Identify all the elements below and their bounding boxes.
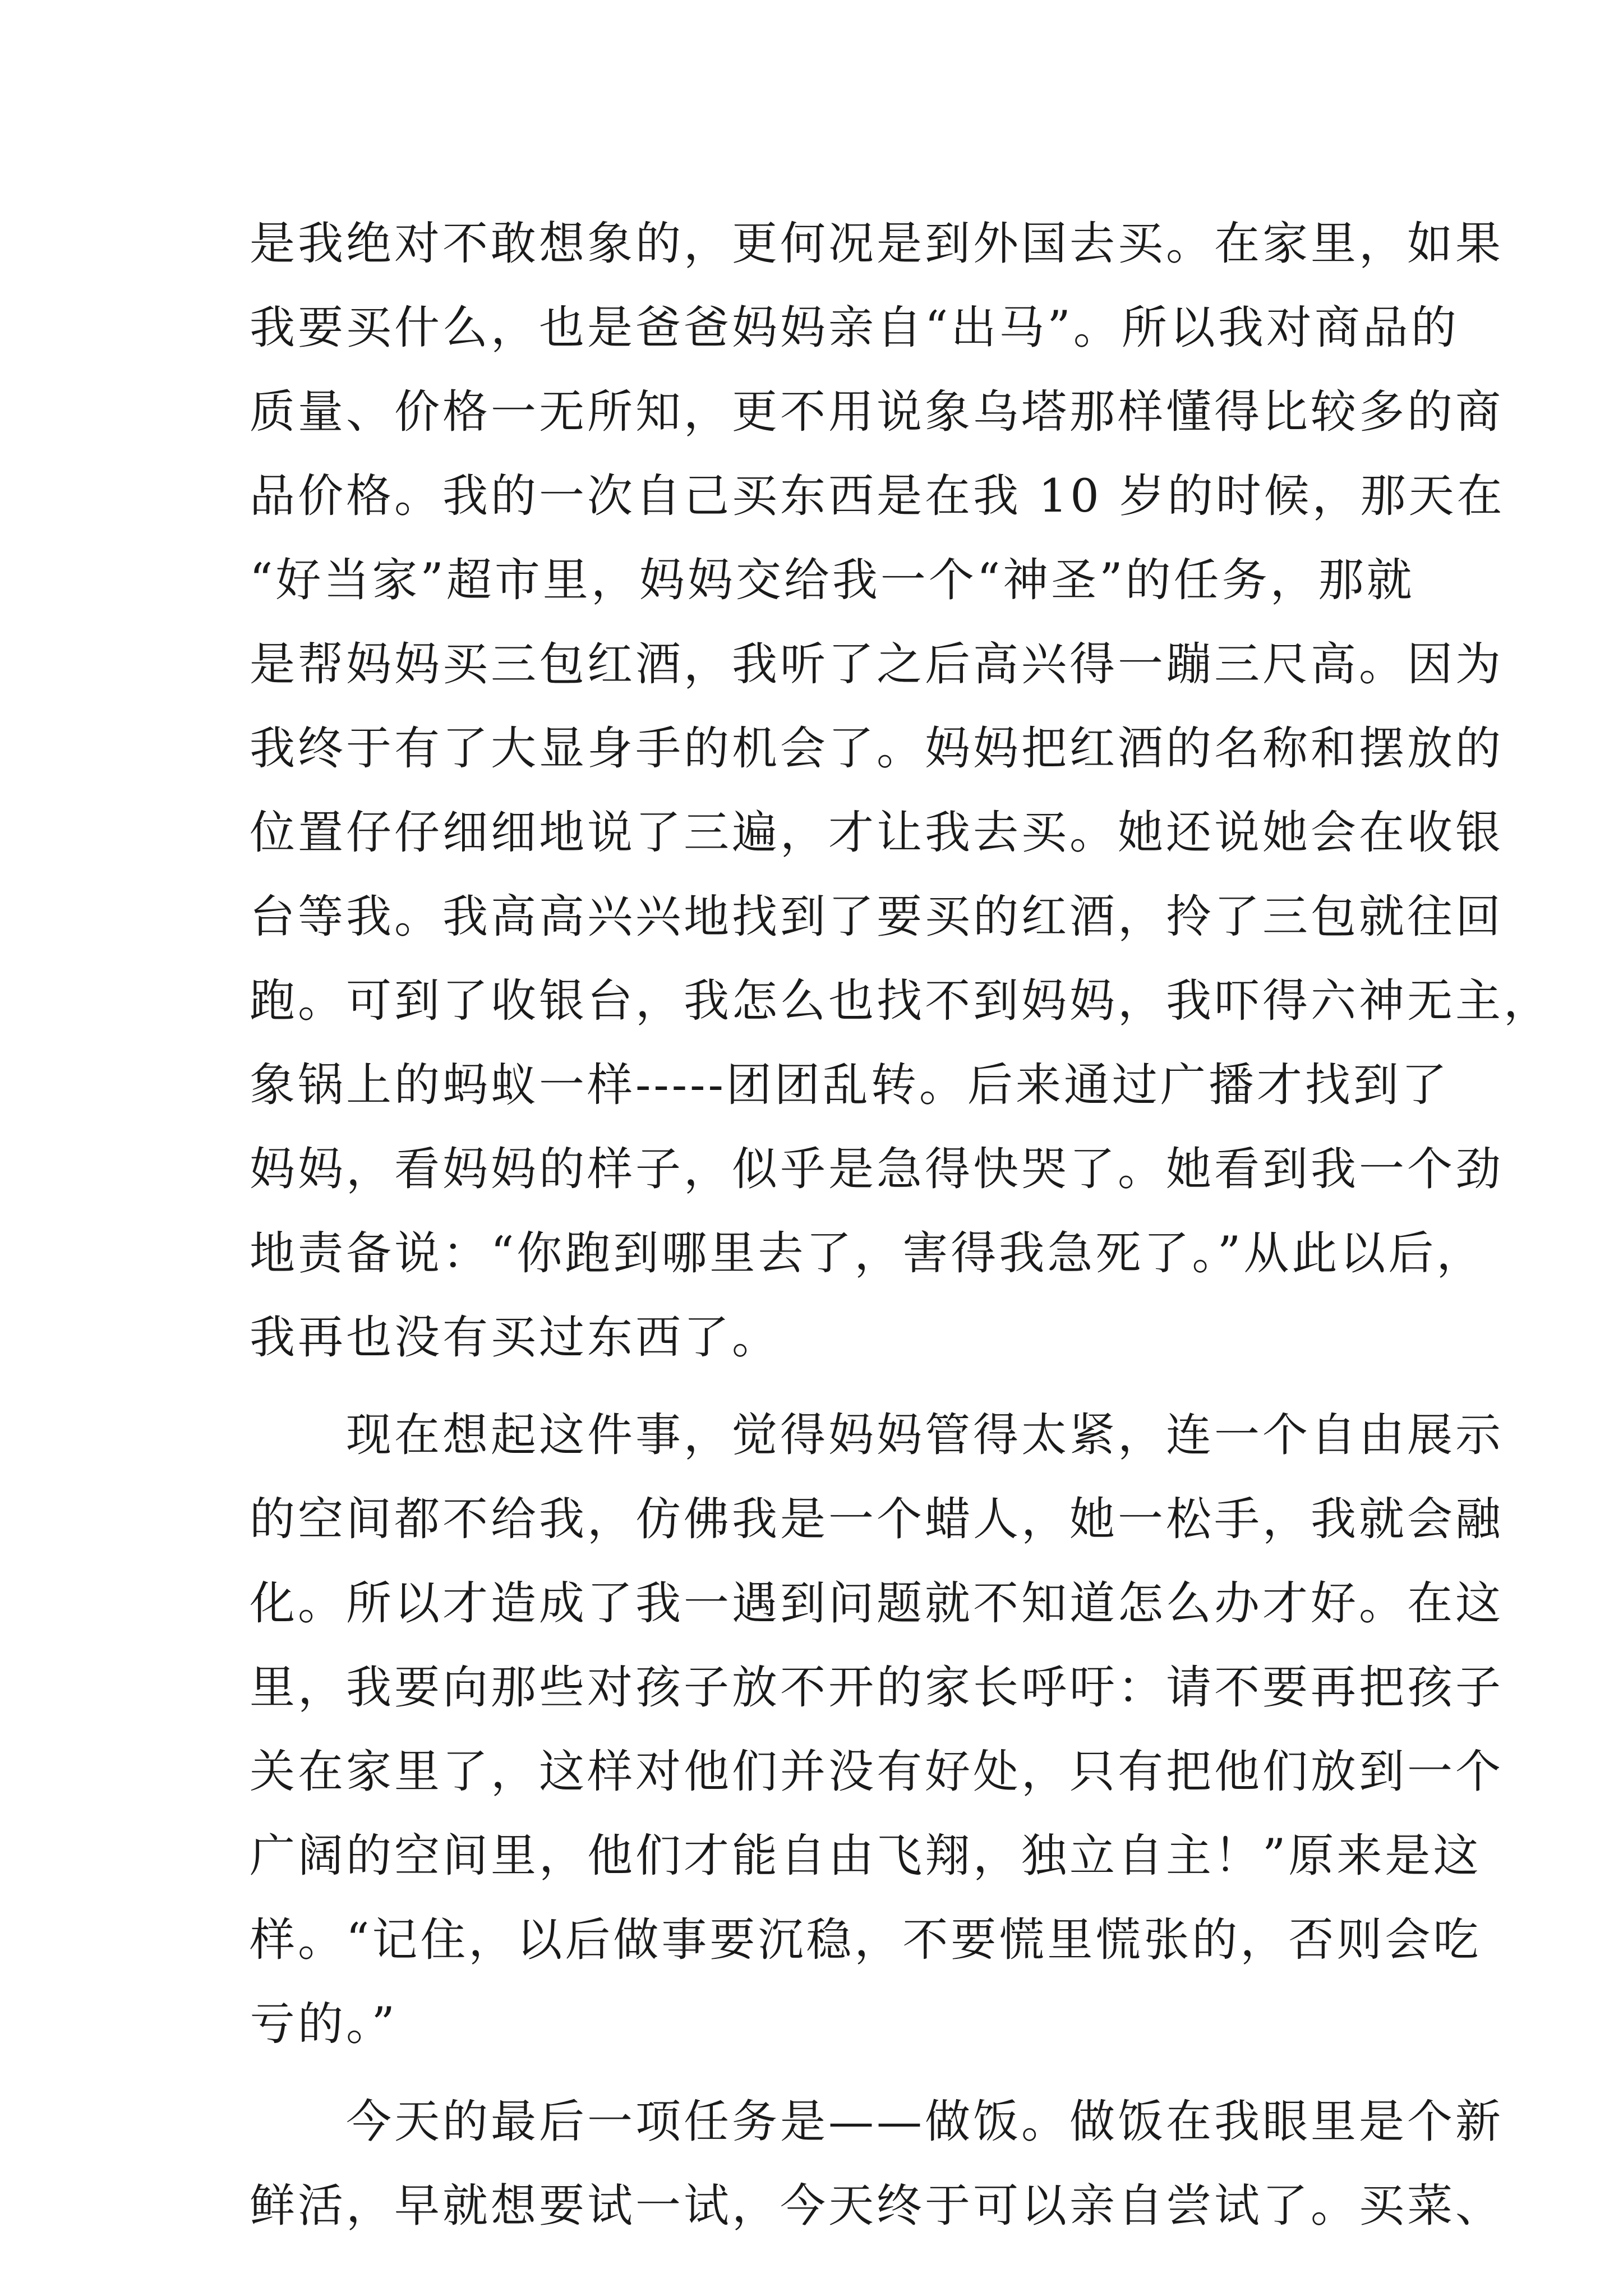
text-line: 广阔的空间里，他们才能自由飞翔，独立自主！”原来是这 [250, 1830, 1482, 1883]
text-line: 位置仔仔细细地说了三遍，才让我去买。她还说她会在收银 [250, 807, 1504, 859]
text-line: 里，我要向那些对孩子放不开的家长呼吁：请不要再把孩子 [250, 1662, 1504, 1714]
text-line: 品价格。我的一次自己买东西是在我 10 岁的时候，那天在 [250, 470, 1505, 523]
text-line: 现在想起这件事，觉得妈妈管得太紧，连一个自由展示 [346, 1409, 1504, 1462]
text-line: 质量、价格一无所知，更不用说象乌塔那样懂得比较多的商 [250, 386, 1504, 439]
text-line: 亏的。” [250, 1998, 398, 2051]
text-line: 鲜活，早就想要试一试，今天终于可以亲自尝试了。买菜、 [250, 2180, 1504, 2233]
text-line: 是帮妈妈买三包红酒，我听了之后高兴得一蹦三尺高。因为 [250, 638, 1504, 691]
text-line: 我要买什么，也是爸爸妈妈亲自“出马”。所以我对商品的 [250, 302, 1459, 355]
paragraph-spacer [250, 1380, 1388, 1393]
text-line: 跑。可到了收银台，我怎么也找不到妈妈，我吓得六神无主， [250, 975, 1552, 1028]
text-line: 地责备说：“你跑到哪里去了，害得我急死了。”从此以后， [250, 1227, 1485, 1280]
text-line: 台等我。我高高兴兴地找到了要买的红酒，拎了三包就往回 [250, 891, 1504, 944]
paragraph [250, 2080, 1504, 2248]
text-line: 化。所以才造成了我一遇到问题就不知道怎么办才好。在这 [250, 1577, 1504, 1630]
text-line: 今天的最后一项任务是——做饭。做饭在我眼里是个新 [346, 2096, 1504, 2148]
text-line: “好当家”超市里，妈妈交给我一个“神圣”的任务，那就 [250, 554, 1415, 607]
body-text [250, 202, 1552, 2248]
paragraph [250, 202, 1552, 1380]
paragraph [250, 1393, 1504, 2067]
text-line: 是我绝对不敢想象的，更何况是到外国去买。在家里，如果 [250, 218, 1504, 270]
text-line: 样。“记住，以后做事要沉稳，不要慌里慌张的，否则会吃 [250, 1914, 1482, 1967]
text-line: 关在家里了，这样对他们并没有好处，只有把他们放到一个 [250, 1746, 1504, 1798]
text-line: 妈妈，看妈妈的样子，似乎是急得快哭了。她看到我一个劲 [250, 1143, 1504, 1196]
text-line: 的空间都不给我，仿佛我是一个蜡人，她一松手，我就会融 [250, 1493, 1504, 1546]
text-line: 我再也没有买过东西了。 [250, 1312, 781, 1364]
text-line: 象锅上的蚂蚁一样-----团团乱转。后来通过广播才找到了 [250, 1059, 1450, 1112]
paragraph-spacer [250, 2067, 1388, 2080]
text-line: 我终于有了大显身手的机会了。妈妈把红酒的名称和摆放的 [250, 723, 1504, 775]
